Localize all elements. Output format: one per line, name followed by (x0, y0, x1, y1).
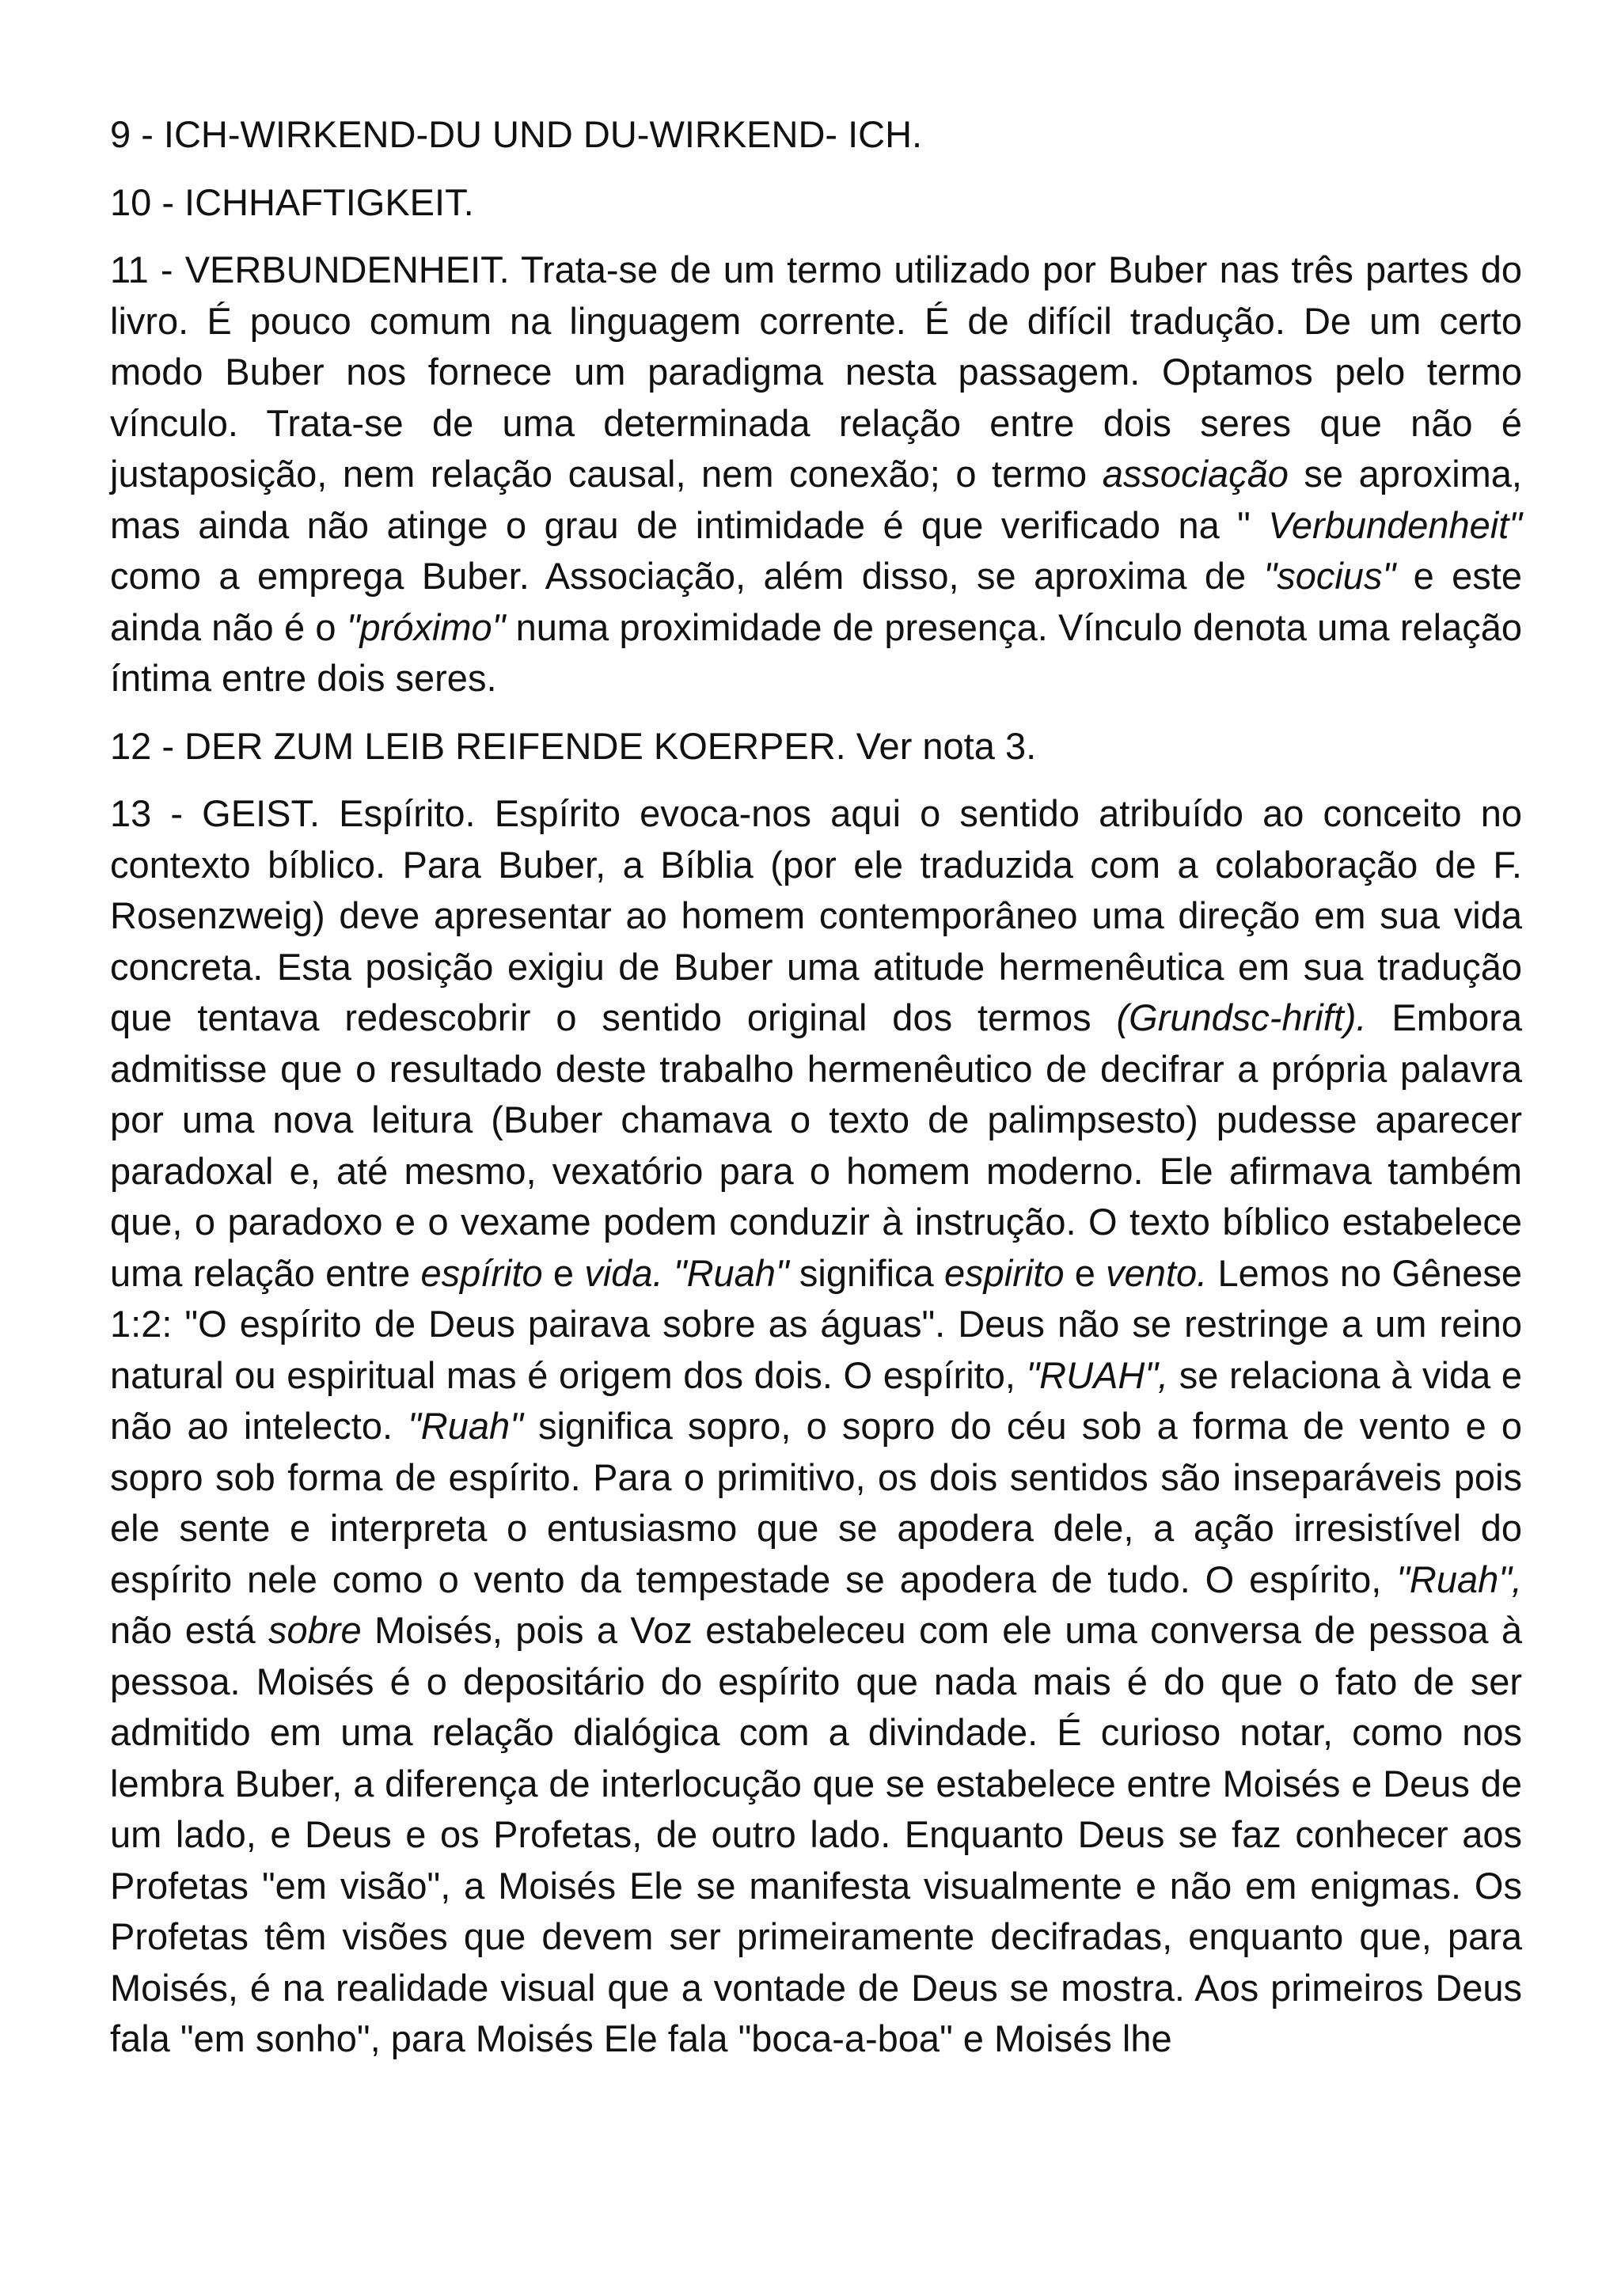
note-text: significa sopro, o sopro do céu sob a forma de vento e o sopro sob forma de espírito. Para o primitivo, os dois sentidos são inseparáveis pois ele sente e interpreta o entusiasmo que se apodera dele, a ação irresistível do espírito nele como o vento da tempestade se apodera de tudo. O espírito, (110, 1405, 1522, 1600)
italic-term: vida. "Ruah" (584, 1251, 789, 1294)
note-text: 12 - DER ZUM LEIB REIFENDE KOERPER. Ver nota 3. (110, 724, 1037, 767)
note-text: se aproxima, mas ainda não atinge o grau de intimidade é que verificado na " (110, 453, 1522, 546)
note-text: 9 - ICH-WIRKEND-DU UND DU-WIRKEND- ICH. (110, 113, 923, 155)
note-text: Embora admitisse que o resultado deste trabalho hermenêutico de decifrar a própria palavra por uma nova leitura (Buber chamava o texto de palimpsesto) pudesse aparecer paradoxal e, até mesmo, vexatório para o homem moderno. Ele afirmava também que, o paradoxo e o vexame podem conduzir à instrução. O texto bíblico estabelece uma relação entre (110, 996, 1522, 1294)
note-11 (110, 245, 1522, 704)
note-9 (110, 109, 1522, 161)
italic-term: espirito (943, 1251, 1065, 1294)
note-text: 11 - VERBUNDENHEIT. Trata-se de um termo utilizado por Buber nas três partes do livro. É pouco comum na linguagem corrente. É de difícil tradução. De um certo modo Buber nos fornece um paradigma nesta passagem. Optamos pelo termo vínculo. Trata-se de uma determinada relação entre dois seres que não é justaposição, nem relação causal, nem conexão; o termo (110, 249, 1522, 495)
italic-term: "Ruah", (1396, 1558, 1522, 1600)
note-text: 13 - GEIST. Espírito. Espírito evoca-nos aqui o sentido atribuído ao conceito no contexto bíblico. Para Buber, a Bíblia (por ele traduzida com a colaboração de F. Rosenzweig) deve apresentar ao homem contemporâneo uma direção em sua vida concreta. Esta posição exigiu de Buber uma atitude hermenêutica em sua tradução que tentava redescobrir o sentido original dos termos (110, 792, 1522, 1038)
note-text: Moisés, pois a Voz estabeleceu com ele uma conversa de pessoa à pessoa. Moisés é o depositário do espírito que nada mais é do que o fato de ser admitido em uma relação dialógica com a divindade. É curioso notar, como nos lembra Buber, a diferença de interlocução que se estabelece entre Moisés e Deus de um lado, e Deus e os Profetas, de outro lado. Enquanto Deus se faz conhecer aos Profetas "em visão", a Moisés Ele se manifesta visualmente e não em enigmas. Os Profetas têm visões que devem ser primeiramente decifradas, enquanto que, para Moisés, é na realidade visual que a vontade de Deus se mostra. Aos primeiros Deus fala "em sonho", para Moisés Ele fala "boca-a-boa" e Moisés lhe (110, 1609, 1522, 2059)
note-text: e (1064, 1251, 1107, 1294)
note-10 (110, 177, 1522, 229)
italic-term: Verbundenheit" (1268, 503, 1522, 546)
italic-term: "Ruah" (408, 1405, 523, 1447)
italic-term: espírito (420, 1251, 543, 1294)
document-page (110, 109, 1522, 2082)
note-text: e este ainda não é o (110, 555, 1522, 648)
italic-term: associação (1102, 453, 1289, 495)
note-text: numa proximidade de presença. Vínculo denota uma relação íntima entre dois seres. (110, 605, 1522, 699)
italic-term: vento. (1106, 1251, 1208, 1294)
italic-term: "RUAH", (1026, 1353, 1169, 1396)
italic-term: sobre (268, 1609, 362, 1651)
note-text: 10 - ICHHAFTIGKEIT. (110, 180, 474, 223)
italic-term: "próximo" (346, 605, 506, 648)
italic-term: "socius" (1263, 555, 1396, 597)
note-text: significa (788, 1251, 944, 1294)
italic-term: (Grundsc-hrift). (1116, 996, 1367, 1038)
note-13 (110, 788, 1522, 2065)
note-text: como a emprega Buber. Associação, além disso, se aproxima de (110, 555, 1264, 597)
note-12 (110, 721, 1522, 772)
note-text: Lemos no Gênese 1:2: "O espírito de Deus pairava sobre as águas". Deus não se restringe a um reino natural ou espiritual mas é origem dos dois. O espírito, (110, 1251, 1522, 1396)
note-text: se relaciona à vida e não ao intelecto. (110, 1353, 1522, 1447)
note-text: e (542, 1251, 585, 1294)
note-text: não está (110, 1609, 269, 1651)
